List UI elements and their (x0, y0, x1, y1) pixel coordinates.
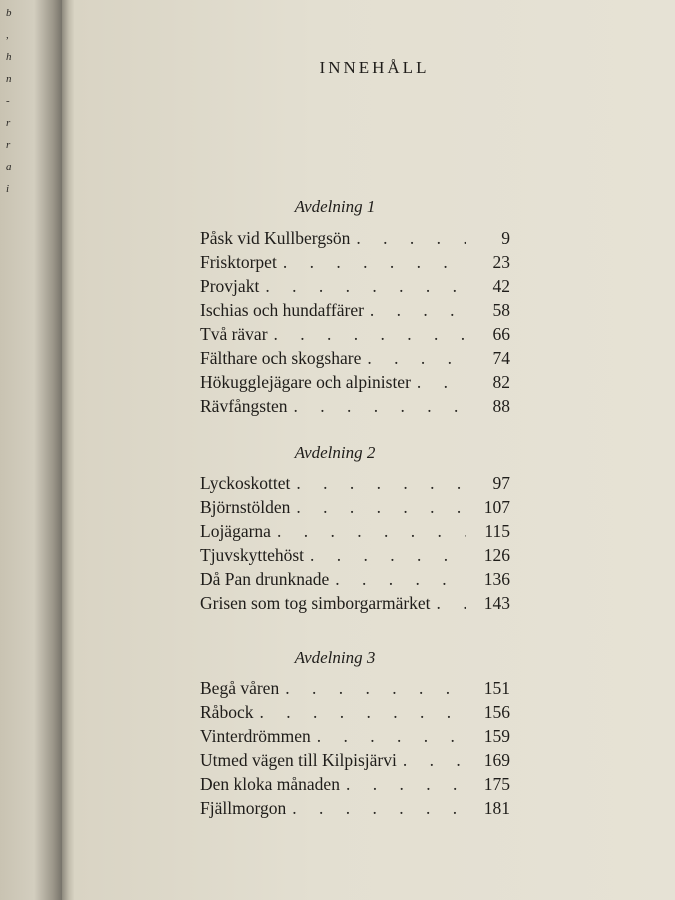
toc-entry-page: 82 (492, 372, 510, 392)
dot-leader (431, 593, 466, 614)
left-mark: r (6, 139, 11, 151)
toc-entry-page: 136 (483, 569, 510, 589)
dot-leader (271, 521, 466, 542)
toc-page (74, 0, 675, 900)
toc-entry (200, 372, 510, 396)
left-mark: h (6, 51, 12, 63)
toc-entry-title: Fjällmorgon (200, 798, 287, 818)
toc-entry-title: Ischias och hundaffärer (200, 300, 364, 320)
dot-leader (277, 252, 466, 273)
dot-leader (397, 750, 466, 771)
toc-entry (200, 750, 510, 774)
toc-entry (200, 726, 510, 750)
dot-leader (361, 348, 466, 369)
toc-entry-title: Frisktorpet (200, 252, 277, 272)
toc-entry (200, 798, 510, 822)
toc-entry-page: 42 (492, 276, 510, 296)
page-title: INNEHÅLL (319, 58, 430, 77)
left-page-edge (0, 0, 62, 900)
dot-leader (287, 396, 466, 417)
toc-entry-page: 74 (492, 348, 510, 368)
toc-entry (200, 702, 510, 726)
dot-leader (290, 473, 466, 494)
left-mark: b (6, 7, 12, 19)
toc-entry-title: Lojägarna (200, 521, 271, 541)
toc-entry-page: 169 (483, 750, 510, 770)
toc-entry (200, 396, 510, 420)
toc-entry-page: 156 (483, 702, 510, 722)
toc-entry (200, 569, 510, 593)
dot-leader (411, 372, 466, 393)
toc-entry (200, 252, 510, 276)
dot-leader (268, 324, 466, 345)
toc-entry (200, 678, 510, 702)
section-heading: Avdelning 3 (294, 648, 376, 667)
dot-leader (364, 300, 466, 321)
dot-leader (253, 702, 466, 723)
toc-entry-title: Vinterdrömmen (200, 726, 311, 746)
left-mark: r (6, 117, 11, 129)
toc-entry-page: 115 (484, 521, 510, 541)
toc-entry-title: Lyckoskottet (200, 473, 291, 493)
dot-leader (311, 726, 466, 747)
toc-entry (200, 593, 510, 617)
left-mark: a (6, 161, 12, 173)
left-mark: , (6, 29, 9, 41)
dot-leader (279, 678, 466, 699)
left-mark: - (6, 95, 10, 107)
toc-entry-title: Råbock (200, 702, 254, 722)
section-heading: Avdelning 2 (294, 443, 376, 462)
toc-entry (200, 774, 510, 798)
toc-entry-title: Grisen som tog simborgarmärket (200, 593, 431, 613)
toc-entry-title: Två rävar (200, 324, 268, 344)
toc-entry-page: 97 (492, 473, 510, 493)
toc-entry-title: Björnstölden (200, 497, 291, 517)
toc-entry-title: Tjuvskyttehöst (200, 545, 305, 565)
toc-entry-page: 159 (483, 726, 510, 746)
left-mark: i (6, 183, 10, 195)
dot-leader (259, 276, 466, 297)
toc-entry (200, 228, 510, 252)
toc-entry-title: Utmed vägen till Kilpisjärvi (200, 750, 397, 770)
toc-entry-title: Fälthare och skogshare (200, 348, 362, 368)
toc-entry (200, 521, 510, 545)
toc-entry-title: Hökugglejägare och alpinister (200, 372, 411, 392)
toc-entry-title: Den kloka månaden (200, 774, 340, 794)
toc-entry-page: 107 (483, 497, 510, 517)
toc-entry-page: 66 (492, 324, 510, 344)
toc-entry-page: 151 (483, 678, 510, 698)
toc-entry-title: Påsk vid Kullbergsön (200, 228, 351, 248)
dot-leader (340, 774, 466, 795)
toc-entry (200, 300, 510, 324)
dot-leader (304, 545, 466, 566)
toc-entry-title: Provjakt (200, 276, 260, 296)
toc-entry-title: Rävfångsten (200, 396, 288, 416)
toc-entry-title: Då Pan drunknade (200, 569, 330, 589)
toc-entry-page: 9 (501, 228, 510, 248)
dot-leader (350, 228, 466, 249)
section-heading: Avdelning 1 (294, 197, 376, 216)
dot-leader (290, 497, 466, 518)
dot-leader (329, 569, 466, 590)
toc-entry-page: 126 (483, 545, 510, 565)
toc-entry-title: Begå våren (200, 678, 280, 698)
toc-entry (200, 348, 510, 372)
toc-entry-page: 143 (483, 593, 510, 613)
toc-entry (200, 473, 510, 497)
toc-entry (200, 497, 510, 521)
dot-leader (286, 798, 466, 819)
toc-entry (200, 324, 510, 348)
toc-entry-page: 23 (492, 252, 510, 272)
toc-entry (200, 276, 510, 300)
toc-entry (200, 545, 510, 569)
toc-entry-page: 88 (492, 396, 510, 416)
book-gutter (62, 0, 74, 900)
left-page-text-fragments (6, 2, 20, 200)
toc-entry-page: 58 (492, 300, 510, 320)
left-mark: n (6, 73, 12, 85)
toc-entry-page: 175 (483, 774, 510, 794)
toc-entry-page: 181 (483, 798, 510, 818)
